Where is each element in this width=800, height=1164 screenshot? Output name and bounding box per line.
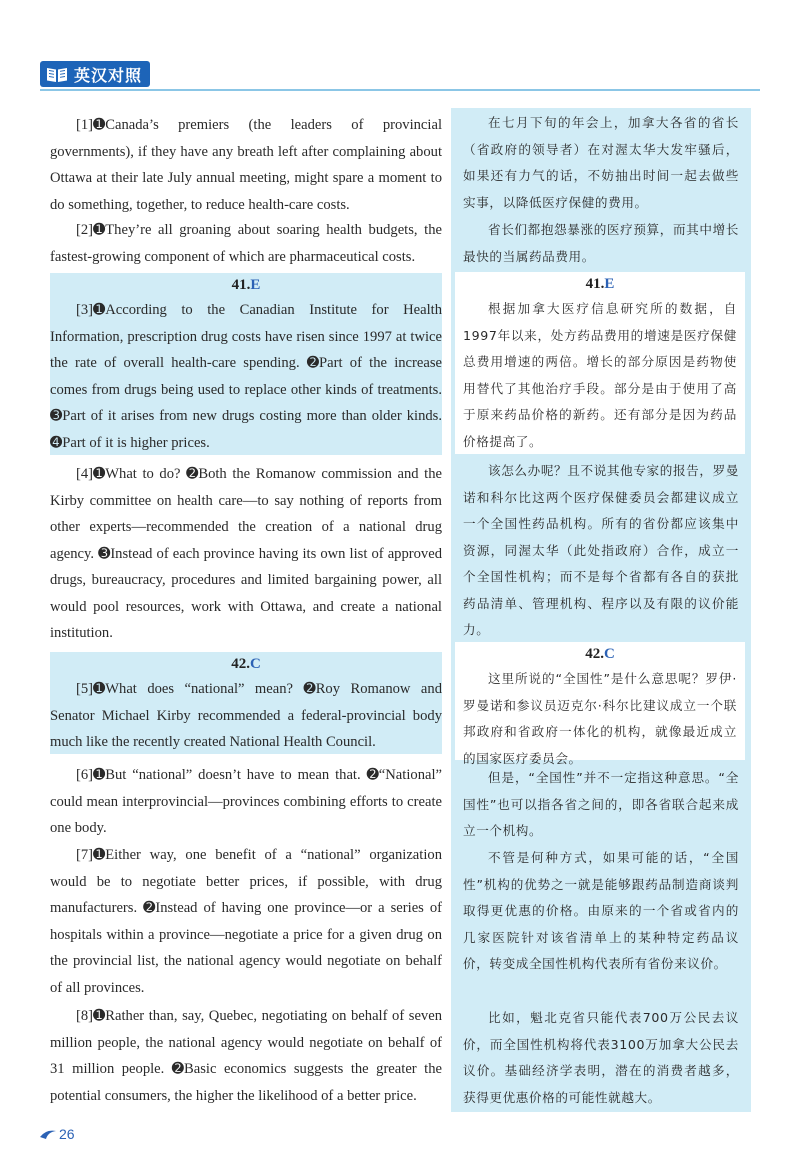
- english-paragraph-8: [8]➊Rather than, say, Quebec, negotiating on behalf of seven million people, the national agency would negotiate on behalf of 31 million people. ➋Basic economics suggests the greater the potential consumers, the higher the likelihood of a better price.: [50, 1008, 442, 1104]
- section-header: [40, 60, 150, 88]
- english-paragraph-1: [1]➊Canada’s premiers (the leaders of provincial governments), if they have any breath left after complaining about Ottawa at their late July annual meeting, might spare a moment to do something, together, to reduce health-care costs.: [50, 117, 442, 213]
- chinese-paragraph-3: 根据加拿大医疗信息研究所的数据，自1997年以来，处方药品费用的增速是医疗保健总费用增速的两倍。增长的部分原因是药物使用替代了其他治疗手段。部分是由于使用了高于原来药品价格的新药。还有部分是因为药品价格提高了。: [463, 301, 737, 449]
- english-paragraph-5: [5]➊What does “national” mean? ➋Roy Romanow and Senator Michael Kirby recommended a federal-provincial body much like the recently created National Health Council.: [50, 681, 442, 750]
- section-badge: [40, 61, 150, 87]
- chinese-answer-41: 41.E: [585, 276, 615, 292]
- answer-42: 42.C: [231, 656, 261, 672]
- english-paragraph-4: [4]➊What to do? ➋Both the Romanow commission and the Kirby committee on health care—to say nothing of reports from other experts—recommended the creation of a national drug agency. ➌Instead of each province having its own list of approved drugs, bureaucracy, procedures and limited bargaining power, all would pool resources, work with Ottawa, and create a national institution.: [50, 466, 442, 641]
- chinese-paragraph-4: 该怎么办呢？且不说其他专家的报告，罗曼诺和科尔比这两个医疗保健委员会都建议成立一个全国性药品机构。所有的省份都应该集中资源，同渥太华（此处指政府）合作，成立一个全国性机构；而不是每个省都有各自的获批药品清单、管理机构、程序以及有限的议价能力。: [463, 463, 739, 637]
- header-divider: [40, 89, 760, 91]
- chinese-box-42: [455, 642, 745, 766]
- chinese-paragraph-1: 在七月下旬的年会上，加拿大各省的省长（省政府的领导者）在对渥太华大发牢骚后，如果还有力气的话，不妨抽出时间一起去做些实事，以降低医疗保健的费用。: [463, 115, 739, 210]
- chinese-box-41: [455, 272, 745, 454]
- chinese-paragraph-7: 不管是何种方式，如果可能的话，“全国性”机构的优势之一就是能够跟药品制造商谈判取得更优惠的价格。由原来的一个省或省内的几家医院针对该省清单上的某种特定药品议价，转变成全国性机构代表所有省份来议价。: [463, 850, 739, 971]
- chinese-paragraph-8: 比如，魁北克省只能代表700万公民去议价，而全国性机构将代表3100万加拿大公民去议价。基础经济学表明，潜在的消费者越多，获得更优惠价格的可能性就越大。: [463, 1010, 739, 1105]
- answer-41: 41.E: [231, 277, 261, 293]
- chinese-paragraph-6: 但是，“全国性”并不一定指这种意思。“全国性”也可以指各省之间的，即各省联合起来成立一个机构。: [463, 770, 739, 838]
- page-marker-icon: [40, 1129, 56, 1139]
- chinese-paragraph-5: 这里所说的“全国性”是什么意思呢？罗伊·罗曼诺和参议员迈克尔·科尔比建议成立一个联邦政府和省政府一体化的机构，就像最近成立的国家医疗委员会。: [463, 671, 737, 766]
- chinese-answer-42: 42.C: [585, 646, 615, 662]
- english-paragraph-2: [2]➊They’re all groaning about soaring health budgets, the fastest-growing component of which are pharmaceutical costs.: [50, 222, 442, 265]
- highlight-box-42: [50, 652, 442, 754]
- page-number: 26: [40, 1126, 75, 1142]
- english-paragraph-3: [3]➊According to the Canadian Institute for Health Information, prescription drug costs have risen since 1997 at twice the rate of overall health-care spending. ➋Part of the increase comes from drugs being used to replace other kinds of treatments. ➌Part of it arises from new drugs costing more than older kinds. ➍Part of it is higher prices.: [50, 302, 442, 451]
- book-icon: [46, 65, 68, 83]
- chinese-paragraph-2: 省长们都抱怨暴涨的医疗预算，而其中增长最快的当属药品费用。: [463, 222, 739, 264]
- highlight-box-41: [50, 273, 442, 455]
- english-paragraph-6: [6]➊But “national” doesn’t have to mean that. ➋“National” could mean interprovincial—provinces combining efforts to create one body.: [50, 767, 442, 836]
- section-title: 英汉对照: [74, 65, 143, 85]
- english-paragraph-7: [7]➊Either way, one benefit of a “national” organization would be to negotiate better prices, if possible, with drug manufacturers. ➋Instead of having one province—or a series of hospitals within a province—negotiate a price for a given drug on the provincial list, the national agency would negotiate on behalf of all provinces.: [50, 847, 442, 996]
